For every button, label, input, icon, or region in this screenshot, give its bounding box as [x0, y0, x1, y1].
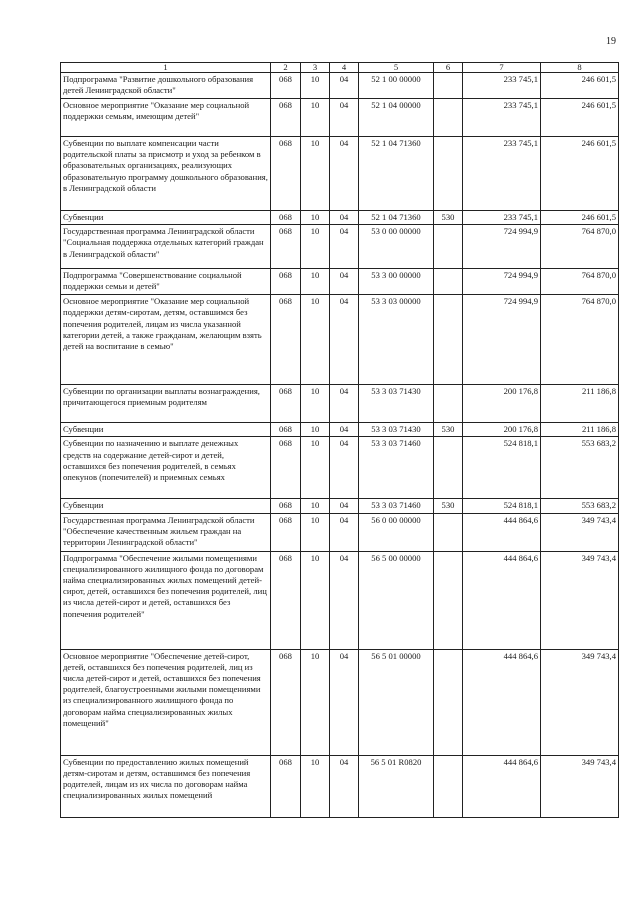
cell-c2: 068 — [271, 73, 301, 99]
cell-c8: 349 743,4 — [541, 755, 619, 817]
cell-c6 — [434, 649, 463, 755]
cell-c5: 52 1 04 00000 — [359, 99, 434, 137]
cell-c7: 233 745,1 — [463, 211, 541, 225]
cell-c4: 04 — [330, 755, 359, 817]
cell-c6 — [434, 437, 463, 499]
table-row — [61, 755, 619, 817]
cell-c6: 530 — [434, 499, 463, 513]
cell-c6 — [434, 269, 463, 295]
col-header-6: 6 — [434, 63, 463, 73]
cell-c2: 068 — [271, 499, 301, 513]
cell-c3: 10 — [301, 73, 330, 99]
cell-c6 — [434, 99, 463, 137]
table-row — [61, 385, 619, 423]
col-header-3: 3 — [301, 63, 330, 73]
cell-c7: 444 864,6 — [463, 513, 541, 551]
row-name: Субвенции по выплате компенсации части родительской платы за присмотр и уход за ребенком в образовательных организациях, реализующих образовательную программу дошкольного образования, в Ленинградской области — [61, 137, 271, 211]
cell-c7: 724 994,9 — [463, 295, 541, 385]
cell-c2: 068 — [271, 269, 301, 295]
row-name: Основное мероприятие "Оказание мер социальной поддержки семьям, имеющим детей" — [61, 99, 271, 137]
cell-c2: 068 — [271, 551, 301, 649]
table-row — [61, 513, 619, 551]
cell-c5: 52 1 04 71360 — [359, 137, 434, 211]
cell-c3: 10 — [301, 211, 330, 225]
cell-c8: 553 683,2 — [541, 499, 619, 513]
row-name: Государственная программа Ленинградской области "Социальная поддержка отдельных категорий граждан в Ленинградской области" — [61, 225, 271, 269]
table-row — [61, 437, 619, 499]
cell-c3: 10 — [301, 423, 330, 437]
cell-c3: 10 — [301, 385, 330, 423]
cell-c5: 56 0 00 00000 — [359, 513, 434, 551]
col-header-2: 2 — [271, 63, 301, 73]
col-header-4: 4 — [330, 63, 359, 73]
cell-c6 — [434, 73, 463, 99]
cell-c2: 068 — [271, 225, 301, 269]
table-row — [61, 649, 619, 755]
cell-c7: 200 176,8 — [463, 423, 541, 437]
cell-c8: 349 743,4 — [541, 513, 619, 551]
cell-c2: 068 — [271, 385, 301, 423]
table-row — [61, 423, 619, 437]
row-name: Подпрограмма "Совершенствование социальной поддержки семьи и детей" — [61, 269, 271, 295]
row-name: Государственная программа Ленинградской области "Обеспечение качественным жильем граждан на территории Ленинградской области" — [61, 513, 271, 551]
cell-c7: 233 745,1 — [463, 99, 541, 137]
cell-c3: 10 — [301, 99, 330, 137]
cell-c7: 444 864,6 — [463, 649, 541, 755]
cell-c6: 530 — [434, 423, 463, 437]
cell-c7: 233 745,1 — [463, 137, 541, 211]
row-name: Субвенции по предоставлению жилых помещений детям-сиротам и детям, оставшимся без попечения родителей, лицам из их числа по договорам найма специализированных жилых помещений — [61, 755, 271, 817]
cell-c4: 04 — [330, 137, 359, 211]
cell-c8: 246 601,5 — [541, 73, 619, 99]
cell-c2: 068 — [271, 137, 301, 211]
cell-c4: 04 — [330, 295, 359, 385]
cell-c8: 349 743,4 — [541, 551, 619, 649]
cell-c7: 200 176,8 — [463, 385, 541, 423]
row-name: Основное мероприятие "Обеспечение детей-сирот, детей, оставшихся без попечения родителей, лиц из числа детей-сирот и детей, оставшихся без попечения родителей, благоустроенными жилыми помещениями из специализированного жилищного фонда по договорам найма специализированных жилых помещений" — [61, 649, 271, 755]
cell-c7: 724 994,9 — [463, 269, 541, 295]
cell-c5: 53 0 00 00000 — [359, 225, 434, 269]
col-header-1: 1 — [61, 63, 271, 73]
cell-c4: 04 — [330, 211, 359, 225]
cell-c8: 764 870,0 — [541, 269, 619, 295]
col-header-5: 5 — [359, 63, 434, 73]
table-row — [61, 551, 619, 649]
cell-c8: 764 870,0 — [541, 225, 619, 269]
cell-c2: 068 — [271, 295, 301, 385]
table-row — [61, 269, 619, 295]
row-name: Субвенции — [61, 211, 271, 225]
cell-c4: 04 — [330, 225, 359, 269]
cell-c8: 246 601,5 — [541, 137, 619, 211]
cell-c5: 53 3 03 00000 — [359, 295, 434, 385]
table-row — [61, 499, 619, 513]
cell-c2: 068 — [271, 513, 301, 551]
row-name: Основное мероприятие "Оказание мер социальной поддержки детям-сиротам, детям, оставшимся без попечения родителей, лицам из числа указанной категории детей, а также гражданам, желающим взять детей на воспитание в семью" — [61, 295, 271, 385]
cell-c3: 10 — [301, 513, 330, 551]
cell-c7: 524 818,1 — [463, 437, 541, 499]
table-row — [61, 295, 619, 385]
cell-c6 — [434, 755, 463, 817]
cell-c6 — [434, 513, 463, 551]
cell-c3: 10 — [301, 269, 330, 295]
cell-c7: 444 864,6 — [463, 755, 541, 817]
cell-c4: 04 — [330, 99, 359, 137]
cell-c5: 52 1 04 71360 — [359, 211, 434, 225]
cell-c6 — [434, 295, 463, 385]
table-row — [61, 137, 619, 211]
cell-c2: 068 — [271, 437, 301, 499]
cell-c4: 04 — [330, 649, 359, 755]
cell-c3: 10 — [301, 295, 330, 385]
cell-c4: 04 — [330, 513, 359, 551]
cell-c4: 04 — [330, 423, 359, 437]
cell-c4: 04 — [330, 73, 359, 99]
cell-c6: 530 — [434, 211, 463, 225]
cell-c3: 10 — [301, 755, 330, 817]
cell-c5: 52 1 00 00000 — [359, 73, 434, 99]
row-name: Субвенции — [61, 423, 271, 437]
cell-c3: 10 — [301, 499, 330, 513]
cell-c5: 56 5 01 R0820 — [359, 755, 434, 817]
cell-c8: 349 743,4 — [541, 649, 619, 755]
cell-c2: 068 — [271, 755, 301, 817]
cell-c7: 444 864,6 — [463, 551, 541, 649]
page-number: 19 — [606, 36, 616, 47]
cell-c2: 068 — [271, 423, 301, 437]
cell-c6 — [434, 385, 463, 423]
col-header-8: 8 — [541, 63, 619, 73]
table-row — [61, 225, 619, 269]
cell-c7: 724 994,9 — [463, 225, 541, 269]
cell-c8: 246 601,5 — [541, 211, 619, 225]
cell-c4: 04 — [330, 551, 359, 649]
cell-c7: 233 745,1 — [463, 73, 541, 99]
cell-c3: 10 — [301, 551, 330, 649]
cell-c2: 068 — [271, 649, 301, 755]
cell-c3: 10 — [301, 437, 330, 499]
budget-table — [60, 62, 619, 818]
row-name: Субвенции — [61, 499, 271, 513]
cell-c5: 53 3 00 00000 — [359, 269, 434, 295]
cell-c6 — [434, 225, 463, 269]
table-row — [61, 99, 619, 137]
row-name: Подпрограмма "Обеспечение жилыми помещениями специализированного жилищного фонда по договорам найма специализированных жилых помещений детей-сирот, детей, оставшихся без попечения родителей, лиц из числа детей-сирот и детей, оставшихся без попечения родителей" — [61, 551, 271, 649]
cell-c6 — [434, 137, 463, 211]
col-header-7: 7 — [463, 63, 541, 73]
cell-c3: 10 — [301, 649, 330, 755]
cell-c6 — [434, 551, 463, 649]
cell-c5: 53 3 03 71430 — [359, 423, 434, 437]
cell-c3: 10 — [301, 225, 330, 269]
cell-c5: 53 3 03 71430 — [359, 385, 434, 423]
cell-c2: 068 — [271, 211, 301, 225]
cell-c4: 04 — [330, 385, 359, 423]
cell-c2: 068 — [271, 99, 301, 137]
cell-c5: 56 5 01 00000 — [359, 649, 434, 755]
cell-c4: 04 — [330, 499, 359, 513]
row-name: Субвенции по назначению и выплате денежных средств на содержание детей-сирот и детей, оставшихся без попечения родителей, в семьях опекунов (попечителей) и приемных семьях — [61, 437, 271, 499]
cell-c4: 04 — [330, 269, 359, 295]
cell-c5: 53 3 03 71460 — [359, 499, 434, 513]
cell-c5: 56 5 00 00000 — [359, 551, 434, 649]
cell-c8: 211 186,8 — [541, 385, 619, 423]
cell-c3: 10 — [301, 137, 330, 211]
header-row — [61, 63, 619, 73]
cell-c8: 246 601,5 — [541, 99, 619, 137]
cell-c8: 764 870,0 — [541, 295, 619, 385]
cell-c8: 211 186,8 — [541, 423, 619, 437]
row-name: Подпрограмма "Развитие дошкольного образования детей Ленинградской области" — [61, 73, 271, 99]
cell-c4: 04 — [330, 437, 359, 499]
table-row — [61, 73, 619, 99]
row-name: Субвенции по организации выплаты вознаграждения, причитающегося приемным родителям — [61, 385, 271, 423]
cell-c7: 524 818,1 — [463, 499, 541, 513]
cell-c8: 553 683,2 — [541, 437, 619, 499]
table-row — [61, 211, 619, 225]
cell-c5: 53 3 03 71460 — [359, 437, 434, 499]
